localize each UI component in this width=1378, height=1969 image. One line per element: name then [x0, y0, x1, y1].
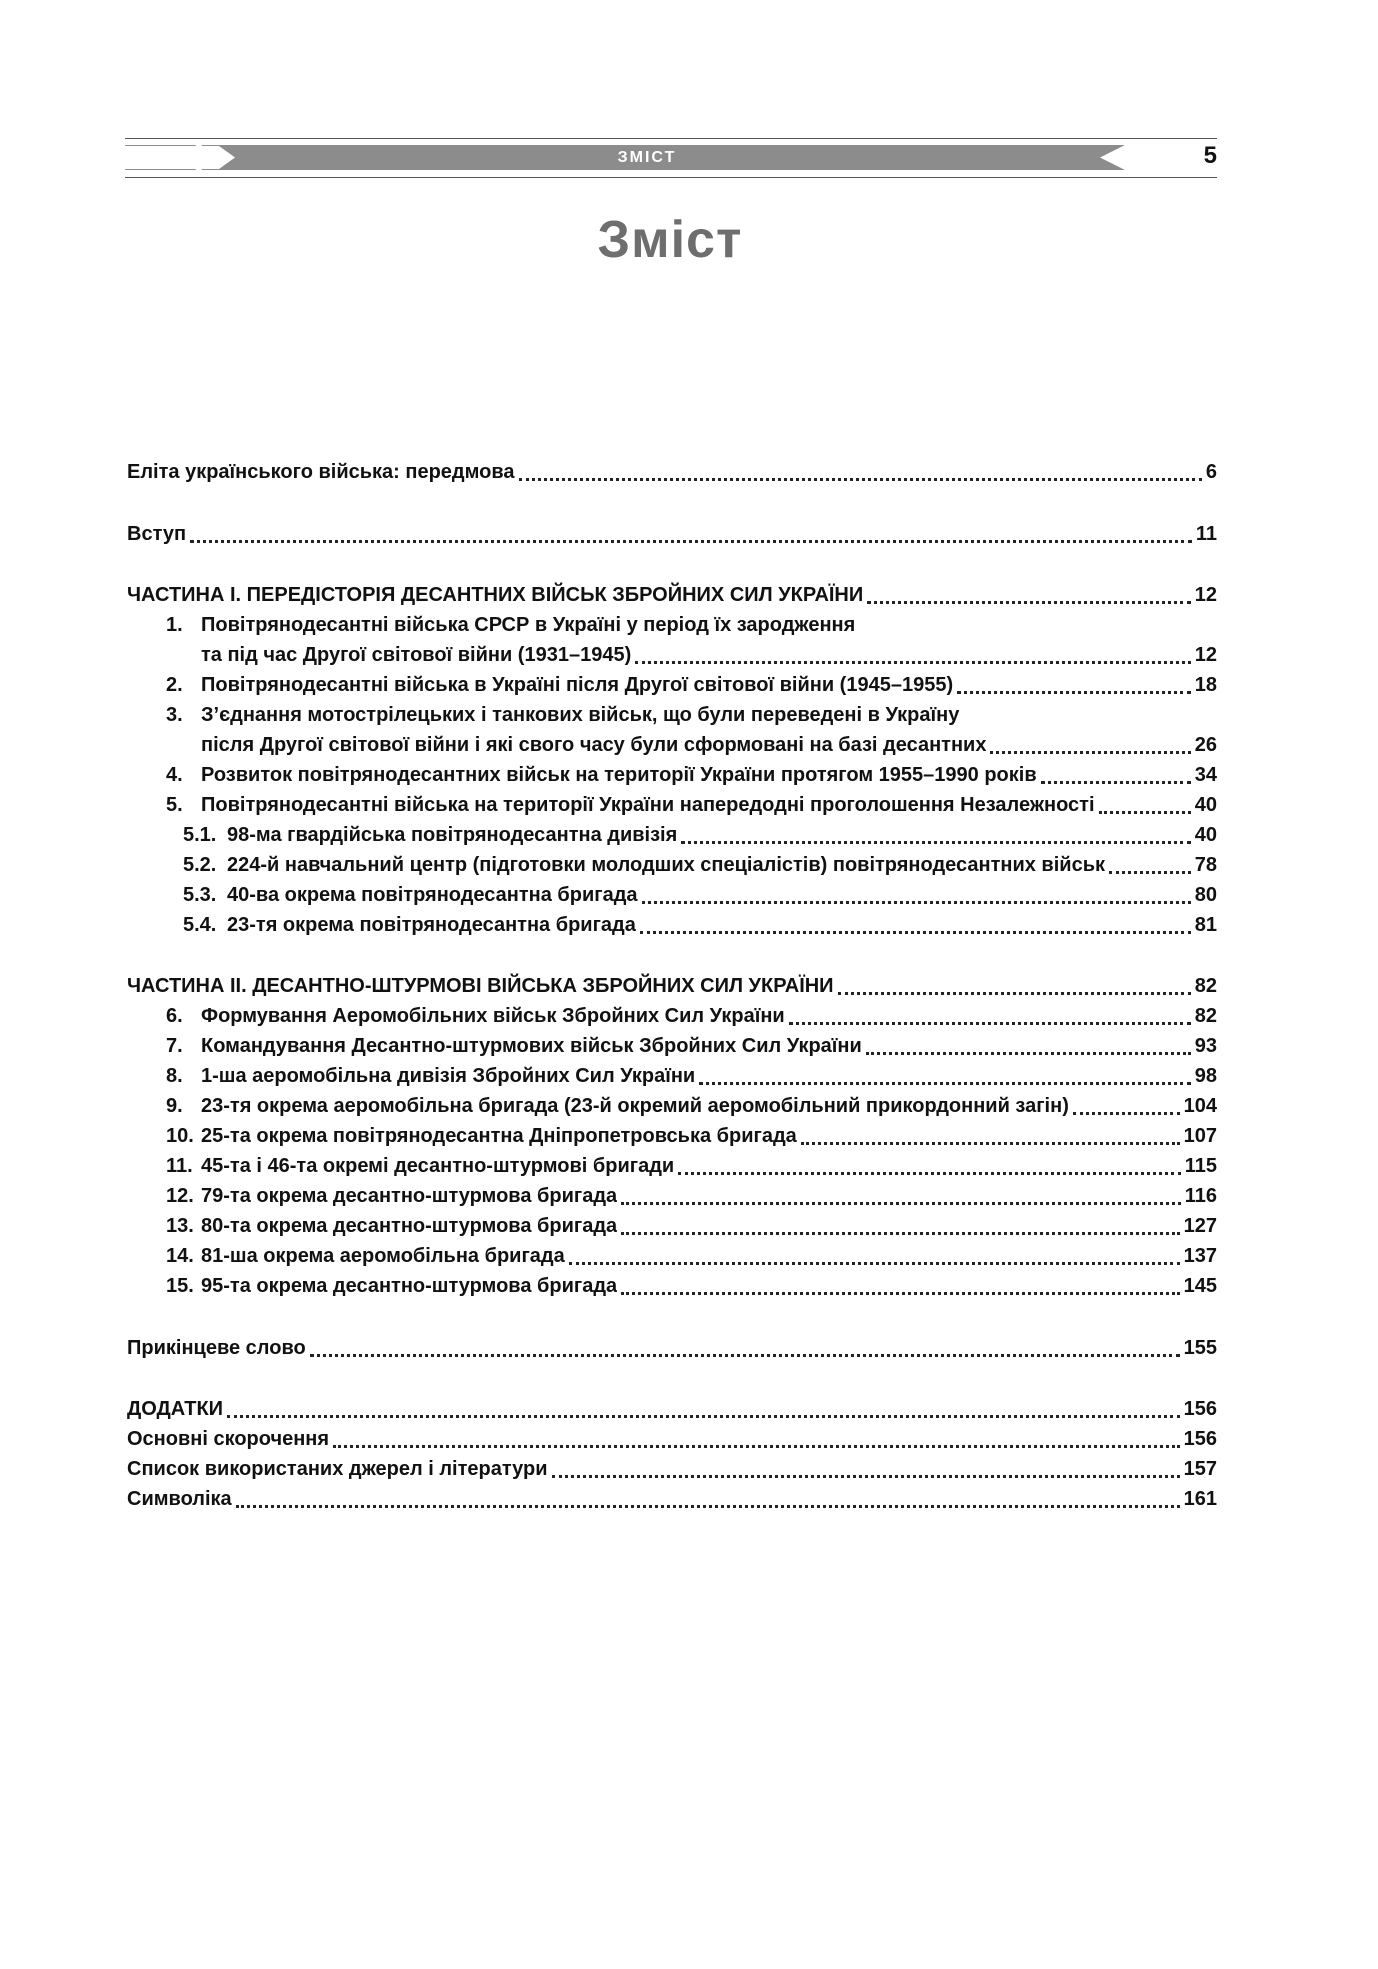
toc-entry[interactable] — [166, 791, 1217, 819]
toc-leader — [1041, 781, 1191, 784]
toc-leader — [569, 1262, 1180, 1265]
toc-leader — [867, 601, 1191, 604]
toc-entry[interactable] — [166, 1212, 1217, 1240]
toc-leader — [227, 1415, 1180, 1418]
toc-leader — [1099, 811, 1191, 814]
toc-entry-page: 161 — [1183, 1488, 1217, 1510]
toc-entry-title: Командування Десантно-штурмових військ Збройних Сил України — [201, 1035, 862, 1057]
header-bottom-rule — [125, 177, 1217, 178]
toc-leader — [519, 478, 1202, 481]
toc-leader — [678, 1172, 1181, 1175]
toc-entry-page: 145 — [1183, 1275, 1217, 1297]
toc-entry-page: 157 — [1183, 1458, 1217, 1480]
toc-entry-page: 6 — [1205, 461, 1217, 483]
toc-entry-title: Список використаних джерел і літератури — [127, 1458, 548, 1480]
toc-entry[interactable] — [166, 1002, 1217, 1030]
running-header — [125, 138, 1217, 178]
toc-entry-title: ЧАСТИНА II. ДЕСАНТНО-ШТУРМОВІ ВІЙСЬКА ЗБРОЙНИХ СИЛ УКРАЇНИ — [127, 975, 834, 997]
toc-entry-title: 95-та окрема десантно-штурмова бригада — [201, 1275, 618, 1297]
toc-leader — [552, 1475, 1180, 1478]
toc-entry[interactable] — [166, 611, 1217, 639]
toc-entry-page: 127 — [1183, 1215, 1217, 1237]
toc-entry-number: 6. — [166, 1005, 183, 1027]
toc-subentry[interactable] — [183, 851, 1217, 879]
toc-entry-number: 5.1. — [183, 824, 217, 846]
toc-part-heading[interactable] — [127, 581, 1217, 609]
toc-entry-page: 78 — [1194, 854, 1217, 876]
toc-entry-title: 40-ва окрема повітрянодесантна бригада — [227, 884, 638, 906]
toc-leader — [333, 1445, 1180, 1448]
toc-entry-page: 80 — [1194, 884, 1217, 906]
toc-entry-title: 98-ма гвардійська повітрянодесантна дивізія — [227, 824, 678, 846]
toc-entry-page: 155 — [1183, 1337, 1217, 1359]
toc-entry-number: 1. — [166, 614, 183, 636]
toc-entry-number: 4. — [166, 764, 183, 786]
toc-entry-title: Повітрянодесантні війська в Україні після Другої світової війни (1945–1955) — [201, 674, 954, 696]
toc-entry-title: Прикінцеве слово — [127, 1337, 306, 1359]
toc-entry-title: Повітрянодесантні війська на території України напередодні проголошення Незалежності — [201, 794, 1095, 816]
toc-entry-title: Вступ — [127, 523, 187, 545]
toc-entry-number: 7. — [166, 1035, 183, 1057]
toc-entry-continuation[interactable] — [201, 641, 1217, 669]
toc-leader — [789, 1022, 1191, 1025]
toc-entry-title: 25-та окрема повітрянодесантна Дніпропетровська бригада — [201, 1125, 797, 1147]
toc-leader — [310, 1354, 1180, 1357]
toc-leader — [801, 1142, 1180, 1145]
toc-entry-page: 156 — [1183, 1398, 1217, 1420]
toc-entry-page: 26 — [1194, 734, 1217, 756]
toc-leader — [621, 1292, 1179, 1295]
toc-entry[interactable] — [166, 1242, 1217, 1270]
toc-leader — [642, 901, 1191, 904]
toc-entry-title: Розвиток повітрянодесантних військ на території України протягом 1955–1990 років — [201, 764, 1037, 786]
toc-entry-page: 81 — [1194, 914, 1217, 936]
toc-entry-page: 116 — [1184, 1185, 1217, 1207]
toc-entry-page: 107 — [1183, 1125, 1217, 1147]
toc-entry-number: 13. — [166, 1215, 194, 1237]
toc-entry[interactable] — [127, 520, 1217, 548]
toc-leader — [640, 931, 1191, 934]
toc-leader — [635, 661, 1191, 664]
toc-entry[interactable] — [166, 671, 1217, 699]
toc-entry-title: 224-й навчальний центр (підготовки молодших спеціалістів) повітрянодесантних військ — [227, 854, 1106, 876]
toc-entry[interactable] — [166, 701, 1217, 729]
toc-leader — [838, 992, 1191, 995]
toc-entry-page: 12 — [1194, 584, 1217, 606]
toc-entry-number: 14. — [166, 1245, 194, 1267]
page-title: Зміст — [597, 211, 743, 269]
toc-entry[interactable] — [127, 1455, 1217, 1483]
toc-entry[interactable] — [127, 1485, 1217, 1513]
toc-entry-title: Символіка — [127, 1488, 232, 1510]
toc-entry-number: 5.2. — [183, 854, 217, 876]
toc-entry[interactable] — [166, 1152, 1217, 1180]
toc-entry-page: 40 — [1194, 824, 1217, 846]
toc-entry-number: 3. — [166, 704, 183, 726]
toc-entry-number: 11. — [166, 1155, 193, 1177]
toc-entry-page: 34 — [1194, 764, 1217, 786]
toc-entry-number: 5.4. — [183, 914, 217, 936]
toc-entry-number: 5.3. — [183, 884, 217, 906]
toc-entry[interactable] — [166, 1182, 1217, 1210]
toc-part-heading[interactable] — [127, 972, 1217, 1000]
toc-entry-title: 81-ша окрема аеромобільна бригада — [201, 1245, 565, 1267]
toc-entry-title: Еліта українського війська: передмова — [127, 461, 515, 483]
toc-entry-page: 104 — [1183, 1095, 1217, 1117]
toc-leader — [236, 1505, 1180, 1508]
toc-entry[interactable] — [166, 1062, 1217, 1090]
toc-entry[interactable] — [166, 1272, 1217, 1300]
toc-entry-title: та під час Другої світової війни (1931–1945) — [201, 644, 632, 666]
toc-leader — [1073, 1112, 1180, 1115]
toc-entry[interactable] — [127, 458, 1217, 486]
toc-leader — [866, 1052, 1191, 1055]
toc-entry-page: 93 — [1194, 1035, 1217, 1057]
toc-entry-number: 9. — [166, 1095, 183, 1117]
toc-leader — [190, 540, 1192, 543]
toc-entry-title: ДОДАТКИ — [127, 1398, 224, 1420]
header-top-rule — [125, 138, 1217, 139]
toc-entry-title: Формування Аеромобільних військ Збройних Сил України — [201, 1005, 785, 1027]
toc-entry[interactable] — [166, 761, 1217, 789]
toc-entry-title: 45-та і 46-та окремі десантно-штурмові бригади — [201, 1155, 675, 1177]
toc-leader — [1109, 871, 1191, 874]
toc-entry-title: Основні скорочення — [127, 1428, 330, 1450]
toc-entry-title: З’єднання мотострілецьких і танкових військ, що були переведені в Україну — [201, 704, 960, 726]
toc-entry-title: 23-тя окрема аеромобільна бригада (23-й окремий аеромобільний прикордонний загін) — [201, 1095, 1069, 1117]
toc-leader — [699, 1082, 1191, 1085]
toc-entry-title: ЧАСТИНА I. ПЕРЕДІСТОРІЯ ДЕСАНТНИХ ВІЙСЬК ЗБРОЙНИХ СИЛ УКРАЇНИ — [127, 584, 864, 606]
toc-entry-number: 8. — [166, 1065, 183, 1087]
toc-entry-number: 2. — [166, 674, 183, 696]
toc-entry-page: 98 — [1194, 1065, 1217, 1087]
toc-entry-continuation[interactable] — [201, 731, 1217, 759]
toc-entry-title: 1-ша аеромобільна дивізія Збройних Сил України — [201, 1065, 696, 1087]
toc-entry-number: 12. — [166, 1185, 194, 1207]
toc-entry-title: 23-тя окрема повітрянодесантна бригада — [227, 914, 636, 936]
toc-entry[interactable] — [127, 1425, 1217, 1453]
toc-entry-page: 18 — [1194, 674, 1217, 696]
toc-entry-number: 5. — [166, 794, 183, 816]
toc-entry[interactable] — [166, 1092, 1217, 1120]
toc-entry-title: Повітрянодесантні війська СРСР в Україні у період їх зародження — [201, 614, 856, 636]
toc-entry-page: 115 — [1184, 1155, 1217, 1177]
toc-entry-page: 40 — [1194, 794, 1217, 816]
toc-subentry[interactable] — [183, 911, 1217, 939]
toc-subentry[interactable] — [183, 881, 1217, 909]
toc-entry-title: 79-та окрема десантно-штурмова бригада — [201, 1185, 618, 1207]
toc-entry-number: 15. — [166, 1275, 194, 1297]
header-section-label: ЗМІСТ — [617, 149, 677, 166]
toc-leader — [990, 751, 1190, 754]
toc-entry-page: 12 — [1194, 644, 1217, 666]
toc-entry-page: 11 — [1195, 523, 1217, 545]
toc-leader — [957, 691, 1191, 694]
toc-entry[interactable] — [127, 1395, 1217, 1423]
toc-entry-page: 82 — [1194, 975, 1217, 997]
toc-entry[interactable] — [166, 1122, 1217, 1150]
page-number: 5 — [1203, 142, 1217, 169]
toc-entry[interactable] — [127, 1334, 1217, 1362]
toc-entry-number: 10. — [166, 1125, 194, 1147]
toc-entry-page: 156 — [1183, 1428, 1217, 1450]
toc-leader — [681, 841, 1190, 844]
toc-leader — [621, 1202, 1181, 1205]
toc-subentry[interactable] — [183, 821, 1217, 849]
toc-leader — [621, 1232, 1179, 1235]
toc-entry-title: 80-та окрема десантно-штурмова бригада — [201, 1215, 618, 1237]
toc-entry-title: після Другої світової війни і які свого часу були сформовані на базі десантних — [201, 734, 987, 756]
toc-entry[interactable] — [166, 1032, 1217, 1060]
toc-entry-page: 82 — [1194, 1005, 1217, 1027]
toc-entry-page: 137 — [1183, 1245, 1217, 1267]
